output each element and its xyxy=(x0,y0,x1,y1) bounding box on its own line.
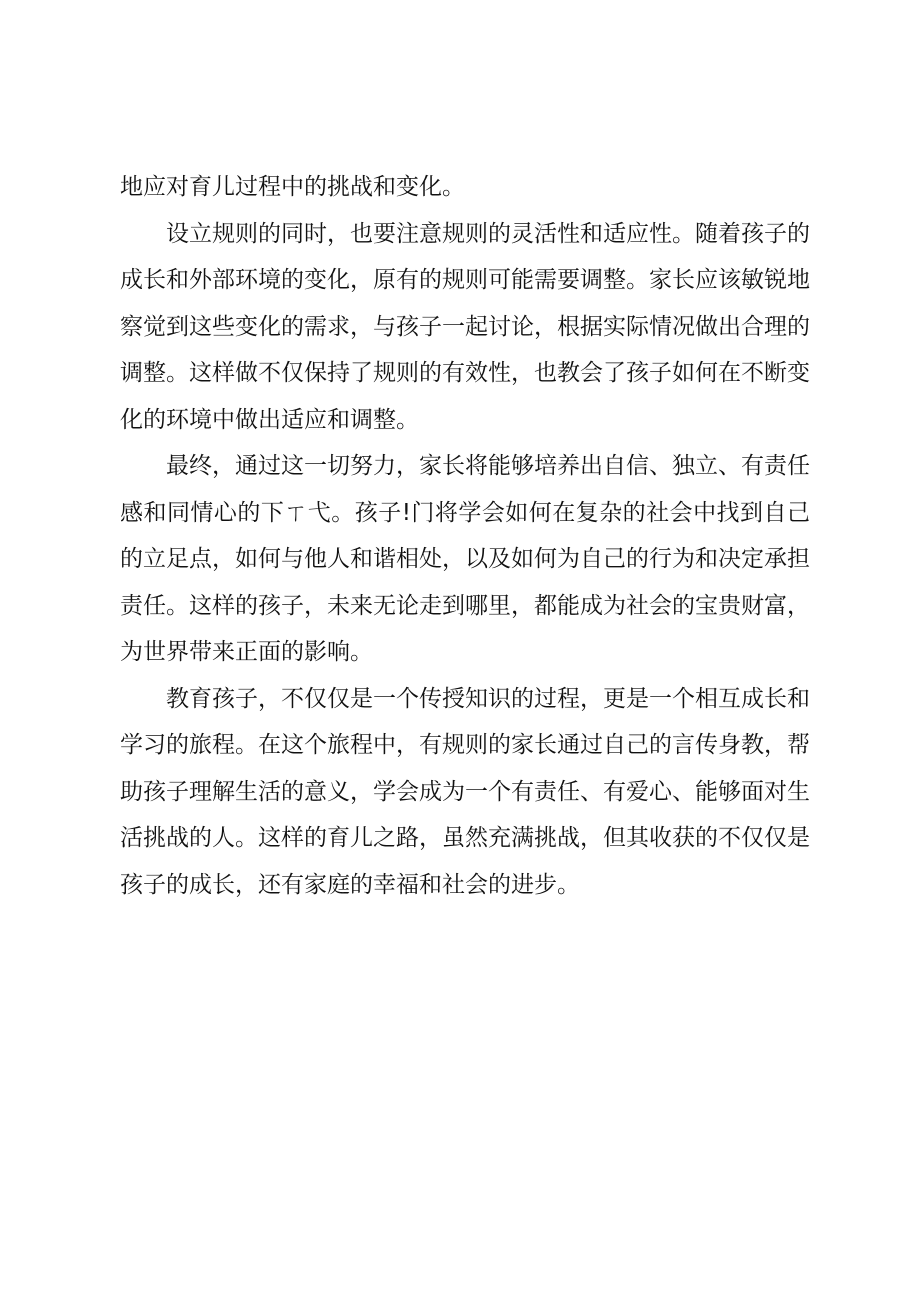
text-line-7: 最终，通过这一切努力，家长将能够培养出自信、独立、有责任 xyxy=(166,453,810,479)
text-line-1: 地应对育儿过程中的挑战和变化。 xyxy=(120,174,465,200)
text-line-3: 成长和外部环境的变化，原有的规则可能需要调整。家长应该敏锐地 xyxy=(120,267,810,293)
text-line-16: 孩子的成长，还有家庭的幸福和社会的进步。 xyxy=(120,871,580,898)
text-line-10: 责任。这样的孩子，未来无论走到哪里，都能成为社会的宝贵财富， xyxy=(120,592,810,619)
text-line-8: 感和同情心的下ㄒ弋。孩子!门将学会如何在复杂的社会中找到自己 xyxy=(120,499,810,526)
text-line-5: 调整。这样做不仅保持了规则的有效性，也教会了孩子如何在不断变 xyxy=(120,360,810,386)
document-body xyxy=(120,164,810,908)
text-line-11: 为世界带来正面的影响。 xyxy=(120,639,373,665)
text-line-15: 活挑战的人。这样的育儿之路，虽然充满挑战，但其收获的不仅仅是 xyxy=(120,825,810,851)
text-line-4: 察觉到这些变化的需求，与孩子一起讨论，根据实际情况做出合理的 xyxy=(120,313,810,340)
text-line-14: 助孩子理解生活的意义，学会成为一个有责任、有爱心、能够面对生 xyxy=(120,778,810,805)
text-line-12: 教育孩子，不仅仅是一个传授知识的过程，更是一个相互成长和 xyxy=(166,685,810,712)
text-line-6: 化的环境中做出适应和调整。 xyxy=(120,406,419,433)
text-line-9: 的立足点，如何与他人和谐相处，以及如何为自己的行为和决定承担 xyxy=(120,546,810,572)
text-line-2: 设立规则的同时，也要注意规则的灵活性和适应性。随着孩子的 xyxy=(166,220,810,247)
text-line-13: 学习的旅程。在这个旅程中，有规则的家长通过自己的言传身教，帮 xyxy=(120,732,810,758)
